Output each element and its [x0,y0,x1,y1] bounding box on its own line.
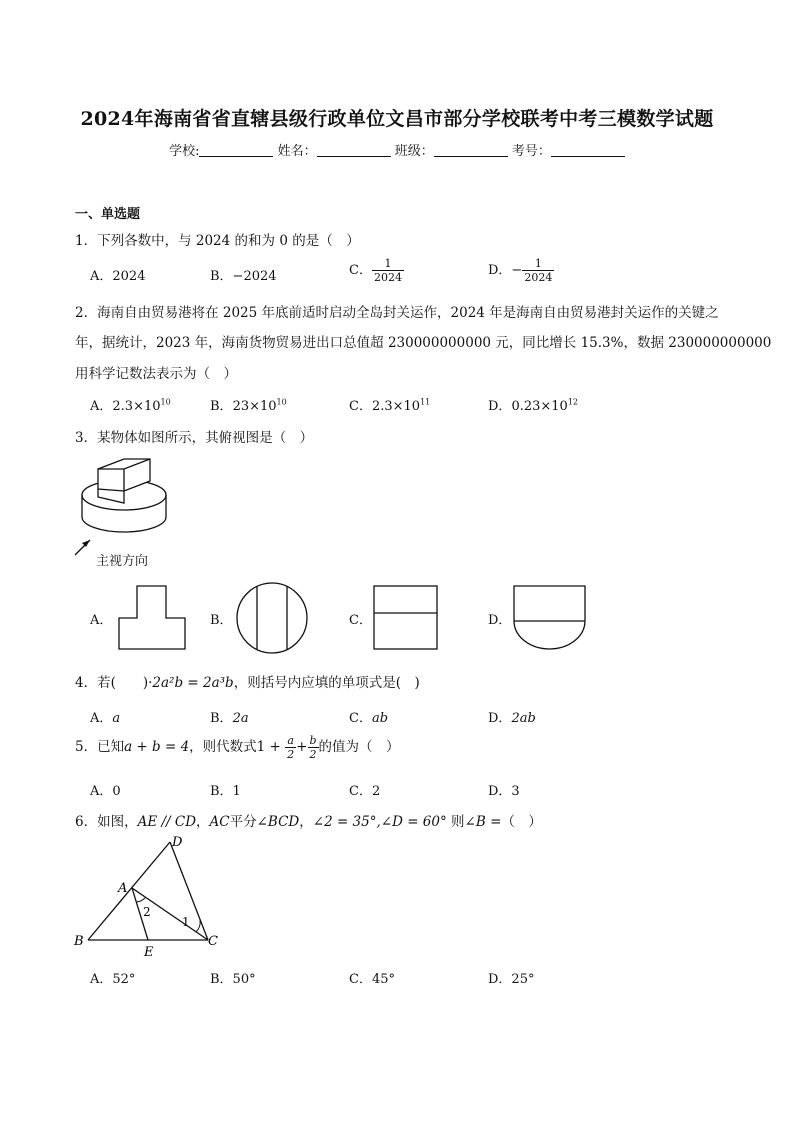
q4-d-value: 2ab [511,711,536,726]
q4-d-prefix: D． [488,711,512,726]
q6-ask: ∠B = [464,814,502,830]
q2-option-b[interactable] [210,395,287,414]
q5-option-c[interactable]: C．2 [349,784,381,799]
q1-d-prefix: D．− [488,263,523,278]
q4-stem-suffix: ，则括号内应填的单项式是( ) [233,675,420,691]
q1-stem: 1．下列各数中，与 2024 的和为 0 的是（ ） [75,233,360,249]
q4-c-prefix: C． [349,711,372,726]
q4-b-value: 2a [232,711,249,726]
q5-frac1-den: 2 [287,748,295,761]
q1-c-prefix: C． [349,263,372,278]
q5-stem-prefix: 5．已知 [75,739,125,755]
q2-option-c[interactable] [349,395,430,414]
q5-option-d[interactable]: D．3 [488,784,520,799]
label-a: A [118,881,128,896]
q6-option-b[interactable]: B．50° [210,972,256,987]
q5-fraction-a [285,734,296,761]
q6-option-d[interactable]: D．25° [488,972,535,987]
q1-c-den: 2024 [373,271,402,284]
q3-option-a[interactable]: A． [90,613,113,628]
q4-stem-prefix: 4．若( )· [75,675,153,691]
q6-comma2: ， [299,814,313,830]
q2-line3: 用科学记数法表示为（ ） [75,366,237,382]
q4-option-b[interactable] [210,707,249,726]
q2-c-exp: 11 [420,397,431,407]
q4-option-a[interactable] [90,707,120,726]
q6-bisect-angle: ∠BCD [256,814,300,830]
q4-option-c[interactable] [349,707,388,726]
q2-c-base: 2.3×10 [371,399,421,414]
q4-a-value: a [112,711,121,726]
q5-expr-one: 1 + [256,739,281,755]
id-label: 考号： [511,144,551,159]
q1-option-c[interactable] [349,257,404,284]
q5-condition: a + b = 4 [124,739,190,755]
q6-paren: （ ） [501,814,542,830]
q5-frac2-num: b [309,734,317,747]
q4-expression: 2a²b = 2a³b [152,675,234,691]
q1-d-fraction [522,257,554,284]
name-blank[interactable] [317,144,391,157]
label-e: E [144,945,154,960]
q2-b-prefix: B． [210,399,233,414]
label-b: B [74,934,84,949]
q4-stem [75,671,420,691]
q2-option-d[interactable] [488,395,578,414]
q5-stem-suffix: 的值为（ ） [318,739,400,755]
q2-a-exp: 10 [160,397,171,407]
q6-option-a[interactable]: A．52° [90,972,136,987]
q6-angles: ∠2 = 35°,∠D = 60° [312,814,447,830]
q2-b-exp: 10 [276,397,287,407]
q3-option-d-figure[interactable] [513,585,587,651]
q3-option-b[interactable]: B． [210,613,233,628]
q2-c-prefix: C． [349,399,372,414]
student-info-row [0,140,794,159]
q3-option-a-figure[interactable] [118,585,188,651]
q5-option-b[interactable]: B．1 [210,784,241,799]
q1-option-b[interactable]: B．−2024 [210,269,277,284]
q2-line1: 2．海南自由贸易港将在 2025 年底前适时启动全岛封关运作，2024 年是海南自由贸易港封关运作的关键之 [75,305,719,321]
q1-d-den: 2024 [524,271,553,284]
q5-frac1-num: a [287,734,294,747]
q6-stem [75,810,542,830]
angle-1-arc [196,920,200,932]
q3-direction-label: 主视方向 [96,554,149,569]
q6-stem-prefix: 6．如图， [75,814,138,830]
line-bd [88,842,170,940]
name-label: 姓名： [277,144,317,159]
q1-option-d[interactable] [488,257,554,284]
q1-c-num: 1 [384,257,392,270]
class-blank[interactable] [434,144,508,157]
angle-2-arc [136,898,145,902]
q5-stem [75,734,400,761]
q3-option-b-figure[interactable] [235,581,309,655]
q6-comma1: ， [196,814,210,830]
q2-a-base: 2.3×10 [112,399,161,414]
q2-option-a[interactable] [90,395,171,414]
q6-then: 则 [446,814,465,830]
q6-bisect-line: AC [209,814,230,830]
label-d: D [172,835,183,850]
q1-d-num: 1 [534,257,542,270]
q5-fraction-b [307,734,318,761]
label-angle-2: 2 [143,905,151,919]
q4-option-d[interactable] [488,707,536,726]
q3-option-c[interactable]: C． [349,613,372,628]
q2-d-base: 0.23×10 [511,399,568,414]
q6-triangle-figure [70,832,230,962]
q3-option-c-figure[interactable] [373,585,439,651]
q5-stem-mid: ，则代数式 [189,739,257,755]
q5-frac2-den: 2 [309,748,317,761]
q5-option-a[interactable]: A．0 [90,784,121,799]
q4-b-prefix: B． [210,711,233,726]
class-label: 班级： [394,144,434,159]
q2-d-prefix: D． [488,399,512,414]
q2-b-base: 23×10 [232,399,277,414]
q6-bisect-word: 平分 [229,814,257,830]
q6-parallel: AE // CD [137,814,197,830]
label-c: C [208,934,218,949]
q4-c-value: ab [371,711,389,726]
q2-line2: 年，据统计，2023 年，海南货物贸易进出口总值超 230000000000 元，同比增长 15.3%，数据 230000000000 [75,335,772,351]
q3-option-d[interactable]: D． [488,613,512,628]
q1-option-a[interactable]: A．2024 [90,269,146,284]
q1-c-fraction [372,257,404,284]
q3-stem: 3．某物体如图所示，其俯视图是（ ） [75,430,314,446]
label-angle-1: 1 [182,915,190,929]
q2-d-exp: 12 [567,397,579,407]
q6-option-c[interactable]: C．45° [349,972,395,987]
q5-plus: + [296,739,308,755]
page-title: 2024年海南省省直辖县级行政单位文昌市部分学校联考中考三模数学试题 [80,108,714,130]
q4-a-prefix: A． [90,711,113,726]
id-blank[interactable] [551,144,625,157]
school-blank[interactable] [199,144,273,157]
section-heading: 一、单选题 [75,207,141,222]
school-label: 学校: [169,144,200,159]
q2-a-prefix: A． [90,399,113,414]
